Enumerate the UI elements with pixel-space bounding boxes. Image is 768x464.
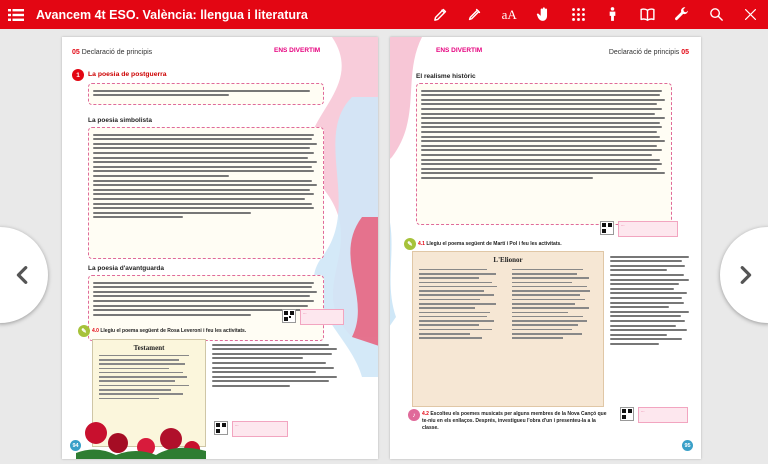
close-icon	[742, 6, 759, 23]
pan-tool-button[interactable]	[527, 0, 562, 29]
right-page	[390, 37, 701, 459]
subsection-title: La poesia simbolista	[88, 117, 152, 124]
close-button[interactable]	[734, 0, 768, 29]
pen-icon	[432, 6, 449, 23]
activity-text: Escolteu els poemes musicats per alguns membres de la Nova Cançó que te-niu en els enllaços. Després, investigueu l'obra d'un i presenteu-la a la classe.	[422, 411, 607, 431]
hamburger-menu-icon	[8, 8, 24, 22]
book-viewer	[0, 29, 768, 464]
roses-decoration-image	[76, 403, 206, 459]
grid-view-button[interactable]	[561, 0, 596, 29]
grid-icon	[570, 6, 587, 23]
book-view-button[interactable]	[630, 0, 665, 29]
menu-button[interactable]	[0, 0, 32, 29]
font-size-button[interactable]	[492, 0, 527, 29]
accessibility-button[interactable]	[596, 0, 631, 29]
activity-icon: ✎	[78, 325, 90, 337]
book-icon	[639, 6, 656, 23]
tools-icon	[673, 6, 690, 23]
chapter-title: Declaració de principis	[608, 49, 680, 56]
activity-instruction	[422, 411, 612, 432]
intro-text-box	[88, 83, 324, 105]
highlighter-tool-button[interactable]	[458, 0, 493, 29]
activity-text: Llegiu el poema següent de Rosa Leveroni i feu les activitats.	[100, 328, 247, 334]
page-header	[609, 49, 689, 56]
section-tag: ENS DIVERTIM	[274, 47, 321, 54]
accessibility-icon	[604, 6, 621, 23]
qr-code-image[interactable]	[282, 309, 296, 323]
highlighter-icon	[466, 6, 483, 23]
previous-page-button[interactable]	[0, 227, 48, 323]
pen-tool-button[interactable]	[423, 0, 458, 29]
left-page	[62, 37, 378, 459]
chevron-left-icon	[12, 264, 34, 286]
subsection-title: El realisme històric	[416, 73, 476, 80]
simbolista-text-box	[88, 127, 324, 259]
top-bar	[0, 0, 768, 29]
link-note[interactable]: ···	[638, 407, 688, 423]
poem-card	[412, 251, 604, 407]
search-icon	[708, 6, 725, 23]
activity-icon: ✎	[404, 238, 416, 250]
section-title: La poesia de postguerra	[88, 71, 167, 78]
questions-list	[212, 341, 342, 421]
chevron-right-icon	[734, 264, 756, 286]
tools-button[interactable]	[665, 0, 700, 29]
page-number: 95	[682, 440, 693, 451]
link-note[interactable]: ···	[300, 309, 344, 325]
font-size-icon: aA	[501, 6, 517, 22]
page-number: 94	[70, 440, 81, 451]
page-header	[72, 49, 152, 56]
activity-instruction	[418, 241, 562, 247]
activity-number: 4.0	[92, 328, 99, 334]
listen-icon: ♪	[408, 409, 420, 421]
next-page-button[interactable]	[720, 227, 768, 323]
chapter-number: 05	[72, 49, 80, 56]
qr-code-image[interactable]	[214, 421, 228, 435]
qr-code-image[interactable]	[600, 221, 614, 235]
link-note[interactable]: ···	[232, 421, 288, 437]
subsection-title: La poesia d'avantguarda	[88, 265, 164, 272]
section-tag: ENS DIVERTIM	[436, 47, 483, 54]
questions-list	[610, 253, 692, 403]
app-title: Avancem 4t ESO. València: llengua i literatura	[36, 7, 308, 22]
activity-text: Llegiu el poema següent de Martí i Pol i feu les activitats.	[426, 241, 562, 247]
toolbar	[423, 0, 768, 29]
search-button[interactable]	[699, 0, 734, 29]
activity-number: 4.1	[418, 241, 425, 247]
poem-title: Testament	[133, 344, 165, 352]
chapter-title: Declaració de principis	[81, 49, 153, 56]
activity-number: 4.2	[422, 411, 429, 417]
chapter-number: 05	[681, 49, 689, 56]
realisme-text-box	[416, 83, 672, 225]
qr-code-image[interactable]	[620, 407, 634, 421]
activity-instruction	[92, 328, 246, 334]
link-note[interactable]: ···	[618, 221, 678, 237]
hand-pan-icon	[535, 6, 552, 23]
poem-title: L'Elionor	[493, 256, 523, 264]
section-number-badge: 1	[72, 69, 84, 81]
